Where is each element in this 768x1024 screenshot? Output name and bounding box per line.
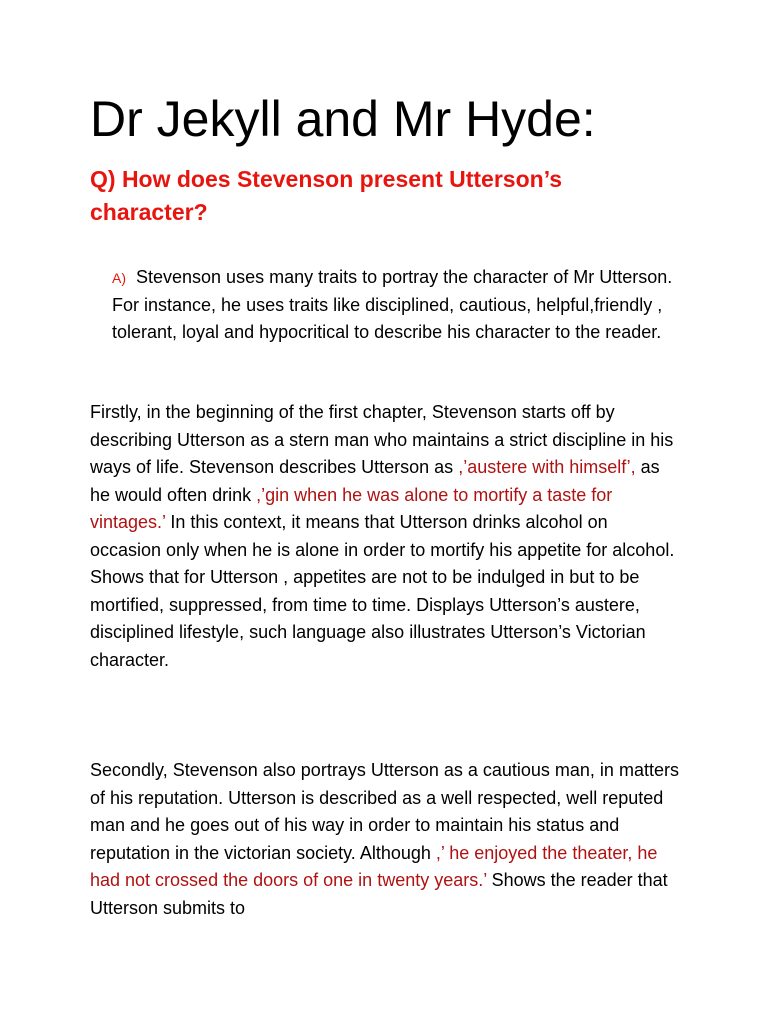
paragraph-firstly [90, 399, 680, 674]
quotation: ,’gin when he was alone to mortify a taste for vintages.’ [90, 484, 613, 532]
paragraph-text: Firstly, in the beginning of the first chapter, Stevenson starts off by describing Utterson as a stern man who maintains a strict discipline in his ways of life. Stevenson describes Utterson as [90, 402, 674, 477]
answer-text: Stevenson uses many traits to portray the character of Mr Utterson. For instance, he uses traits like disciplined, cautious, helpful,friendly , tolerant, loyal and hypocritical to describe his character to the reader. [112, 267, 673, 342]
paragraph-text: as he would often drink [90, 457, 660, 505]
quotation: ,’ he enjoyed the theater, he had not crossed the doors of one in twenty years.’ [90, 842, 658, 890]
paragraph-text: Secondly, Stevenson also portrays Utterson as a cautious man, in matters of his reputation. Utterson is described as a well respected, well reputed man and he goes out of his way in order to maintain his status and reputation in the victorian society. Although [90, 760, 679, 863]
quotation: ,’austere with himself’, [458, 457, 636, 477]
paragraph-secondly [90, 757, 680, 922]
document-title: Dr Jekyll and Mr Hyde: [90, 91, 596, 147]
paragraph-text: In this context, it means that Utterson drinks alcohol on occasion only when he is alone in order to mortify his appetite for alcohol. Shows that for Utterson , appetites are not to be indulged in but to be mortified, suppressed, from time to time. Displays Utterson’s austere, disciplined lifestyle, such language also illustrates Utterson’s Victorian character. [90, 512, 675, 670]
answer-block [112, 264, 682, 346]
essay-question: Q) How does Stevenson present Utterson’s character? [90, 166, 563, 225]
paragraph-text: Shows the reader that Utterson submits to [90, 870, 668, 918]
answer-marker: A) [112, 270, 126, 286]
